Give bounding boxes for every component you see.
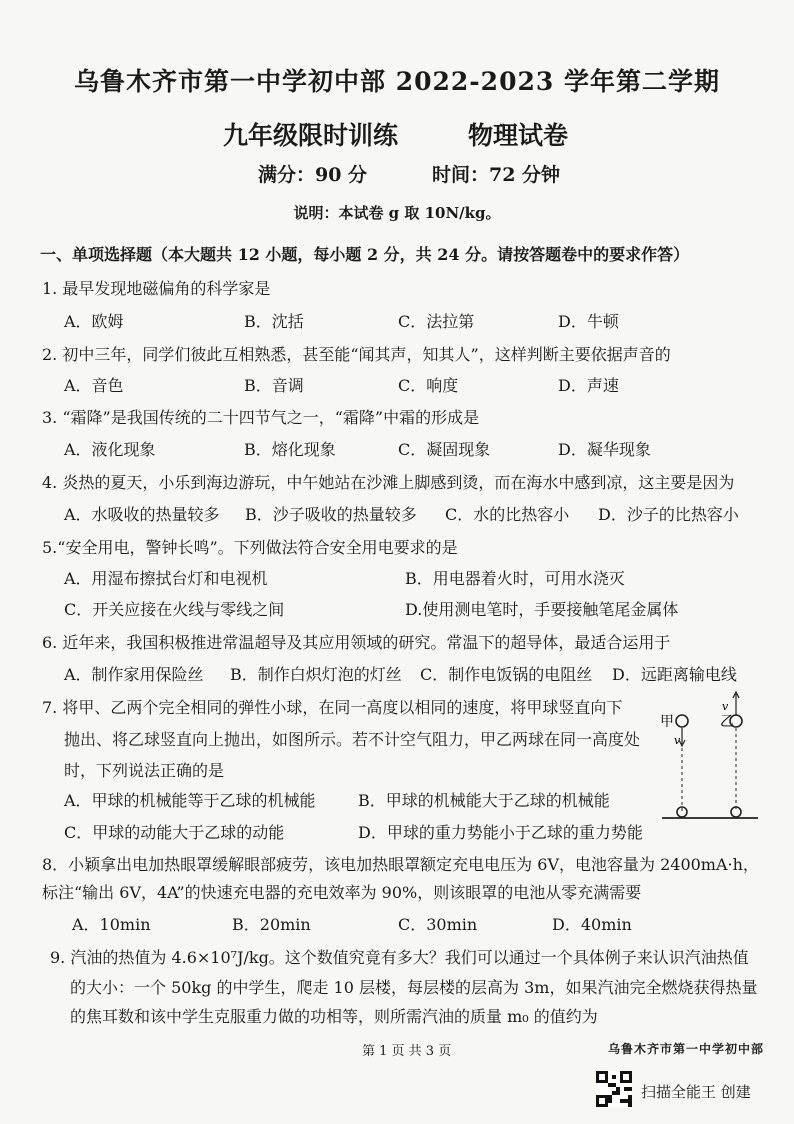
q6-option-a: A．制作家用保险丝 [64,665,204,684]
q2-option-b: B．音调 [244,376,304,395]
q7-option-b: B．甲球的机械能大于乙球的机械能 [358,791,610,810]
full-score: 满分：90 分 [258,164,368,186]
q5-option-d: D.使用测电笔时，手要接触笔尾金属体 [405,600,679,619]
q7-option-c: C．甲球的动能大于乙球的动能 [64,823,285,842]
q6-option-c: C．制作电饭锅的电阻丝 [420,665,593,684]
question-9-line-3: 的焦耳数和该中学生克服重力做的功相等，则所需汽油的质量 m₀ 的值约为 [70,1007,598,1026]
exam-time: 时间：72 分钟 [432,164,561,186]
question-1-stem: 1. 最早发现地磁偏角的科学家是 [42,279,271,298]
exam-note: 说明：本试卷 g 取 10N/kg。 [293,204,501,222]
question-4-stem: 4. 炎热的夏天，小乐到海边游玩，中午她站在沙滩上脚感到烫，而在海水中感到凉，这主要是因为 [42,473,735,492]
q3-option-d: D．凝华现象 [558,440,651,459]
q6-option-d: D．远距离输电线 [612,665,737,684]
q2-option-d: D．声速 [558,376,619,395]
qr-code-icon [596,1071,632,1107]
q4-option-a: A．水吸收的热量较多 [64,505,220,524]
question-9-line-1: 9. 汽油的热值为 4.6×10⁷J/kg。这个数值究竟有多大？我们可以通过一个具体例子来认识汽油热值 [50,948,749,967]
question-6-stem: 6. 近年来，我国积极推进常温超导及其应用领域的研究。常温下的超导体，最适合运用于 [42,633,671,652]
q8-option-c: C．30min [398,915,478,934]
exam-title: 乌鲁木齐市第一中学初中部 2022-2023 学年第二学期 [74,67,720,96]
q1-option-b: B．沈括 [244,312,304,331]
q4-option-b: B．沙子吸收的热量较多 [245,505,417,524]
q3-option-a: A．液化现象 [64,440,156,459]
q1-option-d: D．牛顿 [558,312,619,331]
q4-option-d: D．沙子的比热容小 [598,505,739,524]
question-7-line-3: 时，下列说法正确的是 [64,761,225,780]
q7-balls-figure [660,688,760,836]
q2-option-a: A．音色 [64,376,124,395]
q1-option-c: C．法拉第 [398,312,475,331]
fig-label-jia: 甲 [660,714,674,730]
subtitle-subject: 物理试卷 [468,121,569,150]
question-8-line-1: 8．小颖拿出电加热眼罩缓解眼部疲劳，该电加热眼罩额定充电电压为 6V，电池容量为 2400mA·h， [42,855,759,874]
q5-option-a: A．用湿布擦拭台灯和电视机 [64,569,268,588]
ball-jia-icon [676,715,688,727]
q7-option-d: D．甲球的重力势能小于乙球的重力势能 [358,823,643,842]
q7-option-a: A．甲球的机械能等于乙球的机械能 [64,791,316,810]
question-2-stem: 2. 初中三年，同学们彼此互相熟悉，甚至能“闻其声，知其人”，这样判断主要依据声音的 [42,345,671,364]
subtitle-grade: 九年级限时训练 [223,121,399,150]
question-7-line-2: 抛出、将乙球竖直向上抛出，如图所示。若不计空气阻力，甲乙两球在同一高度处 [64,730,641,749]
q8-option-b: B．20min [232,915,311,934]
q1-option-a: A．欧姆 [64,312,124,331]
question-3-stem: 3. “霜降”是我国传统的二十四节气之一，“霜降”中霜的形成是 [42,408,480,427]
page-number: 第 1 页 共 3 页 [362,1044,452,1059]
question-7-line-1: 7. 将甲、乙两个完全相同的弹性小球，在同一高度以相同的速度，将甲球竖直向下 [42,698,623,717]
q8-option-d: D．40min [552,915,632,934]
q8-option-a: A．10min [72,915,151,934]
question-5-stem: 5.“安全用电，警钟长鸣”。下列做法符合安全用电要求的是 [42,538,458,557]
q3-option-c: C．凝固现象 [398,440,491,459]
fig-velocity-yi: v [722,700,729,713]
q6-option-b: B．制作白炽灯泡的灯丝 [230,665,402,684]
section-heading: 一、单项选择题（本大题共 12 小题，每小题 2 分，共 24 分。请按答题卷中的要求作答） [40,245,690,264]
question-9-line-2: 的大小：一个 50kg 的中学生，爬走 10 层楼，每层楼的层高为 3m，如果汽油完全燃烧获得热量 [70,978,758,997]
q5-option-b: B．用电器着火时，可用水浇灭 [405,569,625,588]
question-8-line-2: 标注“输出 6V，4A”的快速充电器的充电效率为 90%，则该眼罩的电池从零充满需要 [42,883,642,902]
q4-option-c: C．水的比热容小 [445,505,570,524]
q5-option-c: C．开关应接在火线与零线之间 [64,600,285,619]
fig-velocity-jia: v [674,734,681,747]
fig-label-yi: 乙 [720,714,734,730]
footer-school: 乌鲁木齐市第一中学初中部 [608,1042,765,1056]
scanner-watermark: 扫描全能王 创建 [641,1083,751,1101]
q2-option-c: C．响度 [398,376,459,395]
q3-option-b: B．熔化现象 [244,440,336,459]
